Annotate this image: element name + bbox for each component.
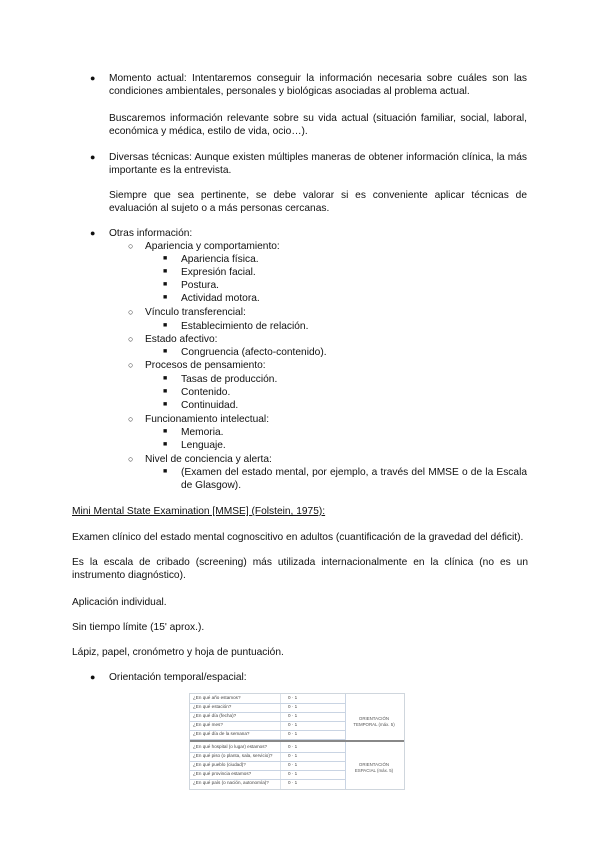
square-bullet: ■ — [163, 348, 168, 355]
sub-procesos: Procesos de pensamiento: — [145, 360, 266, 371]
circle-bullet: ○ — [128, 360, 134, 370]
label-espacial: ORIENTACIÓN ESPACIAL (máx. 5) — [354, 762, 394, 773]
table-row: ¿En qué hospital (o lugar) estamos? 0 · 1 — [190, 743, 345, 753]
bullet-dot: ● — [90, 73, 96, 83]
item-postura: Postura. — [181, 280, 219, 291]
para-aplicacion: Aplicación individual. — [72, 597, 167, 608]
item-actividad-motora: Actividad motora. — [181, 293, 260, 304]
table-row: ¿En qué piso (o planta, sala, servicio)? 0 · 1 — [190, 752, 345, 762]
square-bullet: ■ — [163, 281, 168, 288]
item-congruencia: Congruencia (afecto-contenido). — [181, 347, 327, 358]
circle-bullet: ○ — [128, 454, 134, 464]
table-row: ¿En qué estación? 0 · 1 — [190, 703, 345, 713]
para-escala-cribado: Es la escala de cribado (screening) más utilizada internacionalmente en la clínica (no es un instrumento diagnóstico). — [72, 557, 528, 582]
item-apariencia-fisica: Apariencia física. — [181, 254, 259, 265]
table-row: ¿En qué país (o nación, autonomía)? 0 · 1 — [193, 780, 298, 785]
para-examen-clinico: Examen clínico del estado mental cognoscitivo en adultos (cuantificación de la gravedad del déficit). — [72, 532, 524, 543]
sub-nivel-conciencia: Nivel de conciencia y alerta: — [145, 454, 272, 465]
item-contenido: Contenido. — [181, 387, 231, 398]
sub-funcionamiento: Funcionamiento intelectual: — [145, 414, 270, 425]
item-tasas: Tasas de producción. — [181, 374, 278, 385]
circle-bullet: ○ — [128, 414, 134, 424]
square-bullet: ■ — [163, 441, 168, 448]
item-expresion-facial: Expresión facial. — [181, 267, 256, 278]
square-bullet: ■ — [163, 375, 168, 382]
circle-bullet: ○ — [128, 334, 134, 344]
square-bullet: ■ — [163, 428, 168, 435]
square-bullet: ■ — [163, 468, 168, 475]
circle-bullet: ○ — [128, 307, 134, 317]
table-row: ¿En qué pueblo (ciudad)? 0 · 1 — [190, 761, 345, 771]
bullet-otras-informacion: Otras información: — [109, 228, 193, 239]
table-row: ¿En qué día de la semana? 0 · 1 — [190, 730, 345, 740]
label-temporal: ORIENTACIÓN TEMPORAL (máx. 5) — [353, 716, 395, 727]
section-heading-mmse: Mini Mental State Examination [MMSE] (Folstein, 1975): — [72, 506, 326, 517]
orientation-table-image — [189, 693, 405, 790]
bullet-diversas-tecnicas: Diversas técnicas: Aunque existen múltiples maneras de obtener información clínica, la más importante es la entrevista. — [109, 152, 527, 177]
item-memoria: Memoria. — [181, 427, 224, 438]
square-bullet: ■ — [163, 294, 168, 301]
circle-bullet: ○ — [128, 241, 134, 251]
square-bullet: ■ — [163, 322, 168, 329]
table-row: ¿En qué mes? 0 · 1 — [190, 721, 345, 731]
item-lenguaje: Lenguaje. — [181, 440, 226, 451]
table-row: ¿En qué día (fecha)? 0 · 1 — [190, 712, 345, 722]
item-examen-estado-mental: (Examen del estado mental, por ejemplo, a través del MMSE o de la Escala de Glasgow). — [181, 467, 527, 492]
table-row: ¿En qué año estamos? 0 · 1 — [190, 694, 345, 704]
table-row: ¿En qué provincia estamos? 0 · 1 — [190, 770, 345, 780]
bullet-dot: ● — [90, 228, 96, 238]
item-establecimiento-relacion: Establecimiento de relación. — [181, 321, 309, 332]
square-bullet: ■ — [163, 401, 168, 408]
bullet-momento-actual: Momento actual: Intentaremos conseguir la información necesaria sobre cuáles son las condiciones ambientales, personales y biológicas asociadas al problema actual. — [109, 73, 527, 98]
sub-apariencia: Apariencia y comportamiento: — [145, 241, 280, 252]
bullet-dot: ● — [90, 672, 96, 682]
bullet-orientacion: Orientación temporal/espacial: — [109, 672, 247, 683]
square-bullet: ■ — [163, 388, 168, 395]
bullet-dot: ● — [90, 152, 96, 162]
bullet-momento-actual-para: Buscaremos información relevante sobre su vida actual (situación familiar, social, laboral, económica y médica, estilo de vida, ocio…). — [109, 113, 527, 138]
sub-vinculo: Vínculo transferencial: — [145, 307, 246, 318]
item-continuidad: Continuidad. — [181, 400, 239, 411]
bullet-diversas-tecnicas-para: Siempre que sea pertinente, se debe valorar si es conveniente aplicar técnicas de evaluación al sujeto o a más personas cercanas. — [109, 190, 527, 215]
sub-estado-afectivo: Estado afectivo: — [145, 334, 218, 345]
para-sin-tiempo: Sin tiempo límite (15' aprox.). — [72, 622, 205, 633]
para-materiales: Lápiz, papel, cronómetro y hoja de puntuación. — [72, 647, 284, 658]
square-bullet: ■ — [163, 255, 168, 262]
square-bullet: ■ — [163, 268, 168, 275]
